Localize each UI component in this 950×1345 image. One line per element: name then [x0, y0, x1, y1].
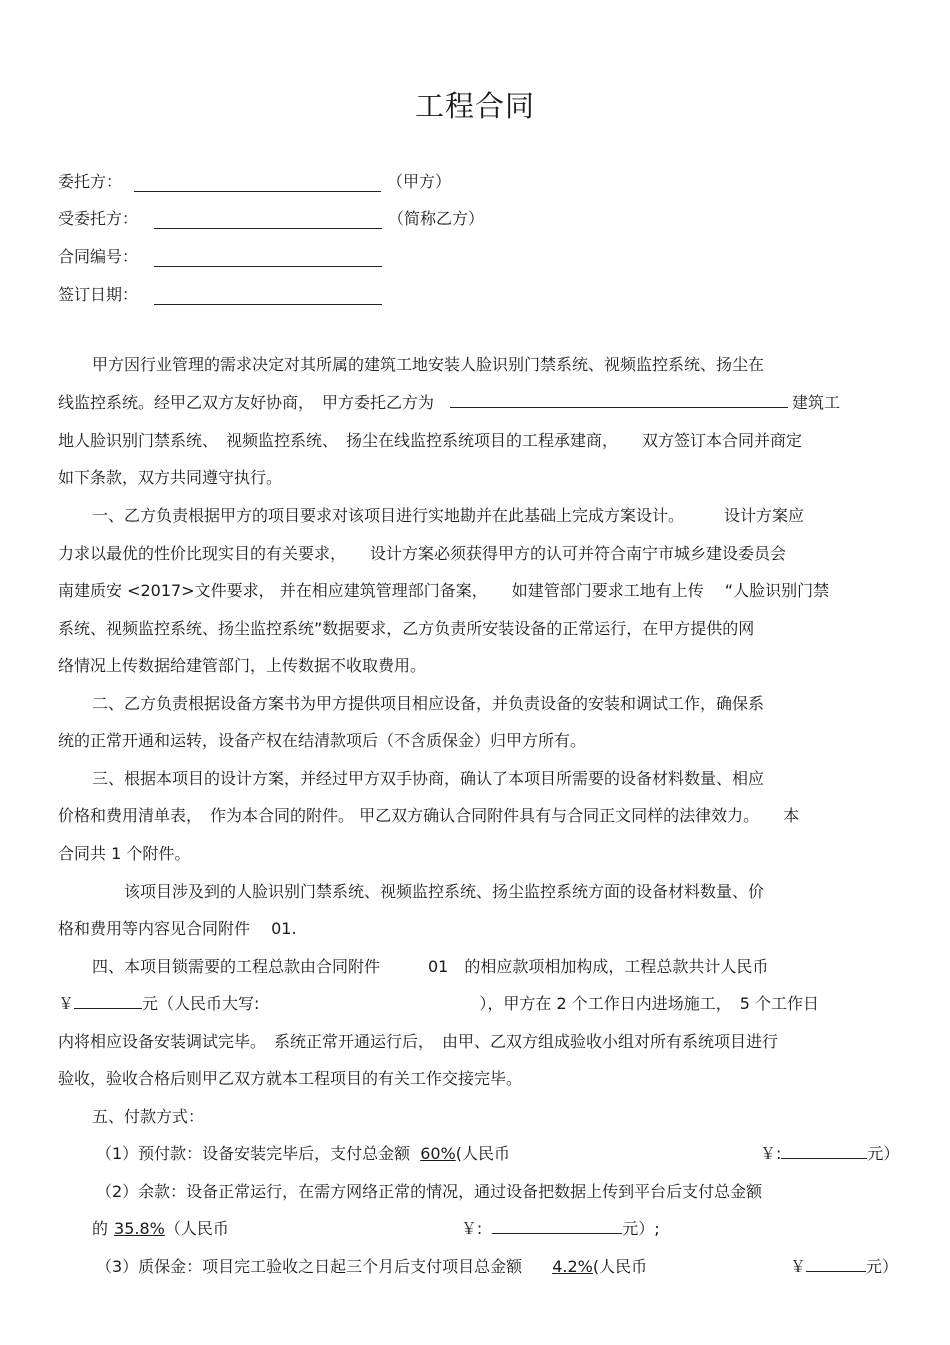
contractor-label: 受委托方：: [58, 209, 139, 228]
payment-1-amount-blank[interactable]: [781, 1141, 867, 1159]
section-2-line: 二、乙方负责根据设备方案书为甲方提供项目相应设备，并负责设备的安装和调试工作，确保系: [92, 694, 765, 713]
payment-1-text: 元）: [867, 1144, 900, 1163]
sign-date-field: [58, 279, 382, 305]
payment-2-line: [92, 1216, 660, 1242]
intro-line: 如下条款，双方共同遵守执行。: [58, 468, 283, 487]
section-4-line: 验收，验收合格后则甲乙双方就本工程项目的有关工作交接完毕。: [58, 1069, 523, 1088]
sign-date-blank[interactable]: [154, 286, 382, 305]
contractor-blank[interactable]: [154, 210, 382, 229]
intro-line: [58, 390, 840, 416]
project-name-blank[interactable]: [450, 390, 788, 408]
section-1-line: 力求以最优的性价比现实目的有关要求， 设计方案必须获得甲方的认可并符合南宁市城乡建设委员会: [58, 544, 787, 563]
intro-text: 建筑工: [792, 393, 841, 412]
contract-number-label: 合同编号：: [58, 247, 139, 266]
contractor-field: [58, 203, 484, 229]
section-4-line: 内将相应设备安装调试完毕。 系统正常开通运行后， 由甲、乙双方组成验收小组对所有系统项目进行: [58, 1032, 779, 1051]
payment-3-line: [96, 1254, 647, 1280]
document-title: 工程合同: [414, 89, 535, 123]
payment-1-amount: [760, 1141, 899, 1167]
intro-line: 地人脸识别门禁系统、 视频监控系统、 扬尘在线监控系统项目的工程承建商， 双方签订本合同并商定: [58, 431, 803, 450]
section-1-line: 系统、视频监控系统、扬尘监控系统”数据要求，乙方负责所安装设备的正常运行，在甲方提供的网: [58, 619, 755, 638]
payment-3-amount-blank[interactable]: [806, 1254, 866, 1272]
payment-1-percent: 60%: [420, 1144, 456, 1163]
yuan-symbol: ￥: [58, 994, 75, 1013]
section-5-title: 五、付款方式：: [92, 1107, 205, 1126]
payment-3-text: （3）质保金：项目完工验收之日起三个月后支付项目总金额: [96, 1257, 523, 1276]
section-4-text: ），甲方在 2 个工作日内进场施工， 5 个工作日: [479, 994, 820, 1013]
section-4-line: [58, 991, 819, 1017]
payment-2-text: （人民币: [164, 1219, 229, 1238]
section-1-line: 络情况上传数据给建管部门，上传数据不收取费用。: [58, 656, 427, 675]
contract-number-field: [58, 241, 382, 267]
client-blank[interactable]: [134, 173, 381, 192]
section-1-line: 南建质安 <2017>文件要求， 并在相应建筑管理部门备案， 如建管部门要求工地有上传 “人脸识别门禁: [58, 581, 830, 600]
yuan-symbol: ￥:: [460, 1219, 483, 1238]
payment-1-line: [96, 1141, 510, 1167]
payment-3-text: 元）: [866, 1257, 899, 1276]
section-3-line: 合同共 1 个附件。: [58, 844, 191, 863]
intro-text: 线监控系统。经甲乙双方友好协商， 甲方委托乙方为: [58, 393, 435, 412]
section-4-line: 四、本项目锁需要的工程总款由合同附件 01 的相应款项相加构成，工程总款共计人民币: [92, 957, 769, 976]
payment-3-percent: 4.2%: [552, 1257, 593, 1276]
sign-date-label: 签订日期：: [58, 285, 139, 304]
payment-2-amount-blank[interactable]: [492, 1216, 622, 1234]
client-suffix: （甲方）: [387, 172, 452, 191]
client-label: 委托方：: [58, 172, 123, 191]
section-2-line: 统的正常开通和运转，设备产权在结清款项后（不含质保金）归甲方所有。: [58, 731, 587, 750]
payment-3-amount: [790, 1254, 898, 1280]
payment-2-text: 元）;: [622, 1219, 660, 1238]
contract-number-blank[interactable]: [154, 248, 382, 267]
client-field: [58, 166, 451, 192]
payment-1-text: (人民币: [455, 1144, 510, 1163]
section-3-line: 该项目涉及到的人脸识别门禁系统、视频监控系统、扬尘监控系统方面的设备材料数量、价: [124, 882, 765, 901]
payment-3-text: (人民币: [592, 1257, 648, 1276]
section-1-line: 一、乙方负责根据甲方的项目要求对该项目进行实地勘并在此基础上完成方案设计。 设计方案应: [92, 506, 805, 525]
section-3-line: 三、根据本项目的设计方案，并经过甲方双手协商，确认了本项目所需要的设备材料数量、相应: [92, 769, 765, 788]
yuan-symbol: ￥:: [760, 1144, 782, 1163]
total-amount-blank[interactable]: [74, 991, 142, 1009]
intro-line: 甲方因行业管理的需求决定对其所属的建筑工地安装人脸识别门禁系统、视频监控系统、扬尘在: [92, 355, 765, 374]
payment-2-line: （2）余款：设备正常运行，在需方网络正常的情况，通过设备把数据上传到平台后支付总金额: [96, 1182, 763, 1201]
yuan-symbol: ￥: [790, 1257, 807, 1276]
payment-2-percent: 35.8%: [114, 1219, 165, 1238]
payment-2-text: 的: [92, 1219, 109, 1238]
section-3-line: 价格和费用清单表， 作为本合同的附件。 甲乙双方确认合同附件具有与合同正文同样的法律效力。 本: [58, 806, 800, 825]
payment-1-text: （1）预付款：设备安装完毕后，支付总金额: [96, 1144, 411, 1163]
section-4-text: 元（人民币大写:: [142, 994, 260, 1013]
section-3-line: 格和费用等内容见合同附件 01.: [58, 919, 297, 938]
contractor-suffix: （简称乙方）: [388, 209, 485, 228]
